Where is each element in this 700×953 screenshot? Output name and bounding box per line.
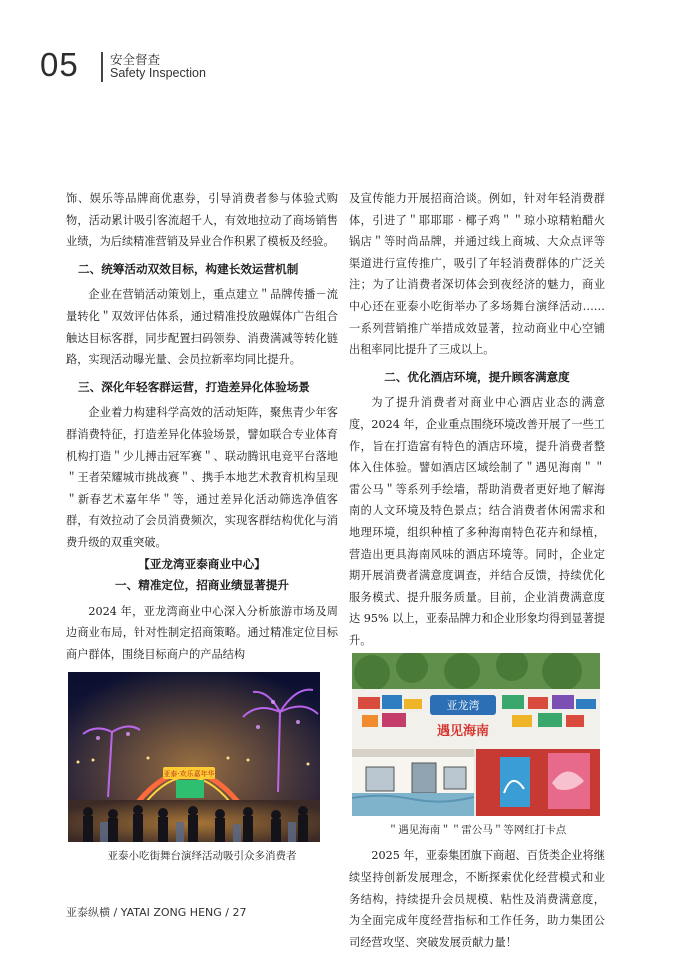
hotel-mural-scene bbox=[352, 653, 600, 816]
section-title-en: Safety Inspection bbox=[110, 66, 206, 80]
section-title-cn: 安全督查 bbox=[110, 52, 161, 67]
hotel-mural-photo bbox=[352, 653, 600, 816]
paragraph: 饰、娱乐等品牌商优惠券，引导消费者参与体验式购物，活动累计吸引客流超千人，有效地拉动了商场销售业绩，为后续精准营销及异业合作积累了模板及经验。 bbox=[66, 192, 338, 249]
paragraph: 企业着力构建科学高效的活动矩阵，聚焦青少年客群消费特征，打造差异化体验场景，譬如联合专业体育机构打造＂少儿搏击冠军赛＂、联动腾讯电竞平台落地＂王者荣耀城市挑战赛＂、携手本地艺术教育机构呈现＂新春艺术嘉年华＂等，通过差异化活动筛选净值客群，有效拉动了会员消费频次，实现客群结构优化与消费升级的双重突破。 bbox=[66, 406, 338, 549]
night-market-scene bbox=[68, 672, 320, 842]
paragraph: 及宣传能力开展招商洽谈。例如，针对年轻消费群体，引进了＂耶耶耶 · 椰子鸡＂＂琼小琼精粕醋火锅店＂等时尚品牌，并通过线上商城、大众点评等渠道进行宣传推广，吸引了年轻消费群体的广泛关注；为了让消费者深切体会到夜经济的魅力，商业中心还在亚泰小吃街举办了多场舞台演绎活动……一系列营销推广举措成效显著，拉动商业中心空铺出租率同比提升了三成以上。 bbox=[349, 192, 605, 357]
section-heading: 二、优化酒店环境，提升顾客满意度 bbox=[384, 369, 570, 384]
right-column bbox=[349, 188, 605, 953]
photo-caption: ＂遇见海南＂＂雷公马＂等网红打卡点 bbox=[387, 824, 567, 837]
section-heading: 三、深化年轻客群运营，打造差异化体验场景 bbox=[78, 379, 310, 394]
section-heading: 二、统筹活动双效目标，构建长效运营机制 bbox=[78, 261, 299, 276]
photo-caption: 亚泰小吃街舞台演绎活动吸引众多消费者 bbox=[107, 850, 297, 863]
mural-slogan-text: 遇见海南 bbox=[436, 724, 490, 740]
paragraph: 企业在营销活动策划上，重点建立＂品牌传播－流量转化＂双效评估体系，通过精准投放融媒体广告组合触达目标客群，同步配置扫码领券、消费满减等转化链路，实现活动曝光量、会员拉新率均同比提升。 bbox=[66, 288, 338, 367]
paragraph: 2025 年，亚泰集团旗下商超、百货类企业将继续坚持创新发展理念，不断探索优化经营模式和业务结构，持续提升会员规模、粘性及消费满意度，为全面完成年度经营指标和工作任务，助力集团公司经营攻坚、突破发展贡献力量！ bbox=[349, 849, 605, 949]
paragraph: 2024 年，亚龙湾商业中心深入分析旅游市场及周边商业布局，针对性制定招商策略。通过精准定位目标商户群体，围绕目标商户的产品结构 bbox=[66, 604, 338, 661]
subsection-title: 【亚龙湾亚泰商业中心】 bbox=[138, 556, 266, 571]
header-divider bbox=[101, 52, 103, 82]
mural-sign-text: 亚龙湾 bbox=[446, 699, 480, 713]
page-footer: 亚泰纵横 / YATAI ZONG HENG / 27 bbox=[66, 906, 247, 919]
section-number: 05 bbox=[40, 46, 79, 83]
section-heading: 一、精准定位，招商业绩显著提升 bbox=[115, 578, 289, 593]
left-column bbox=[66, 188, 338, 871]
stage-banner-text: 亚泰·欢乐嘉年华 bbox=[163, 770, 215, 779]
paragraph: 为了提升消费者对商业中心酒店业态的满意度，2024 年，企业重点围绕环境改善开展了一些工作，旨在打造富有特色的酒店环境，提升消费者整体入住体验。譬如酒店区域绘制了＂遇见海南＂＂雷公马＂等系列手绘墙，帮助消费者更好地了解海南的人文环境及特色景点；结合消费者休闲需求和地理环境，组织种植了多种海南特色花卉和绿植，营造出更具海南风味的酒店环境等。同时，企业定期开展消费者满意度调查，并结合反馈，持续优化服务模式、提升服务质量。目前，企业消费满意度达 95% 以上，亚泰品牌力和企业形象均得到显著提升。 bbox=[349, 396, 605, 647]
night-market-photo bbox=[68, 672, 320, 842]
